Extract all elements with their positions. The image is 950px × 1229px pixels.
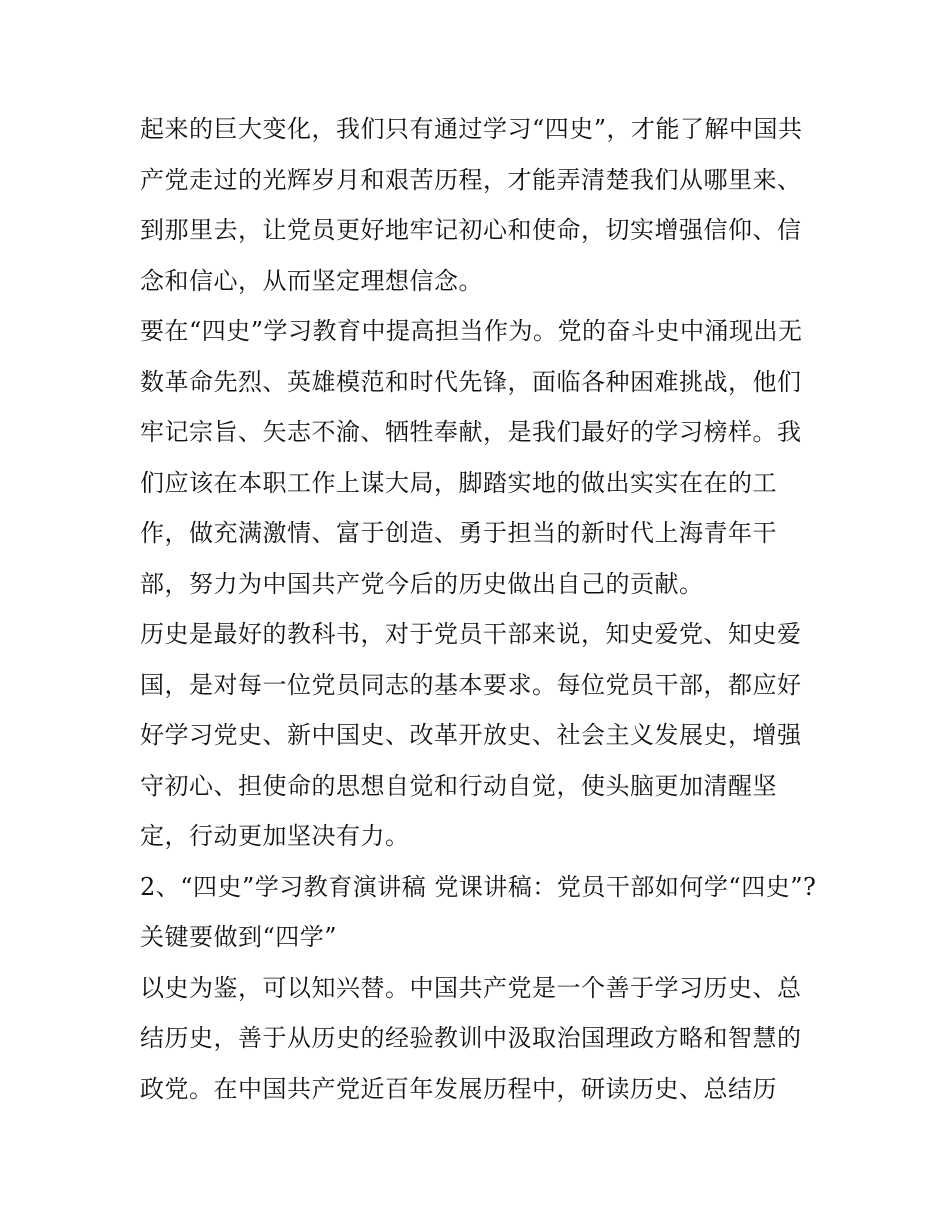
text-line: 们应该在本职工作上谋大局，脚踏实地的做出实实在在的工 (140, 468, 777, 497)
paragraph-start-line: 历史是最好的教科书，对于党员干部来说，知史爱党、知史爱 (140, 620, 802, 648)
text-line: 国，是对每一位党员同志的基本要求。每位党员干部，都应好 (140, 670, 802, 699)
text-line: 结历史，善于从历史的经验教训中汲取治国理政方略和智慧的 (140, 1024, 802, 1052)
text-line: 念和信心，从而坚定理想信念。 (140, 266, 483, 295)
text-line: 数革命先烈、英雄模范和时代先锋，面临各种困难挑战，他们 (140, 367, 802, 396)
text-line: 好学习党史、新中国史、改革开放史、社会主义发展史，增强 (140, 721, 802, 749)
text-line: 产党走过的光辉岁月和艰苦历程，才能弄清楚我们从哪里来、 (140, 165, 802, 194)
text-line: 定，行动更加坚决有力。 (140, 822, 410, 850)
text-line: 守初心、担使命的思想自觉和行动自觉，使头脑更加清醒坚 (140, 771, 777, 800)
text-line: 牢记宗旨、矢志不渝、牺牲奉献，是我们最好的学习榜样。我 (140, 418, 802, 446)
text-line: 政党。在中国共产党近百年发展历程中，研读历史、总结历 (140, 1074, 777, 1103)
section-heading-line: 关键要做到“四学” (140, 923, 338, 951)
document-body (140, 104, 817, 1114)
text-line: 起来的巨大变化，我们只有通过学习“四史”，才能了解中国共 (140, 115, 803, 143)
paragraph-start-line: 要在“四史”学习教育中提高担当作为。党的奋斗史中涌现出无 (140, 317, 803, 345)
text-line: 部，努力为中国共产党今后的历史做出自己的贡献。 (140, 569, 704, 598)
text-line: 到那里去，让党员更好地牢记初心和使命，切实增强信仰、信 (140, 216, 802, 244)
section-heading-line: 2、“四史”学习教育演讲稿 党课讲稿：党员干部如何学“四史”? (140, 872, 817, 901)
text-line: 作，做充满激情、富于创造、勇于担当的新时代上海青年干 (140, 519, 777, 547)
paragraph-start-line: 以史为鉴，可以知兴替。中国共产党是一个善于学习历史、总 (140, 973, 802, 1002)
